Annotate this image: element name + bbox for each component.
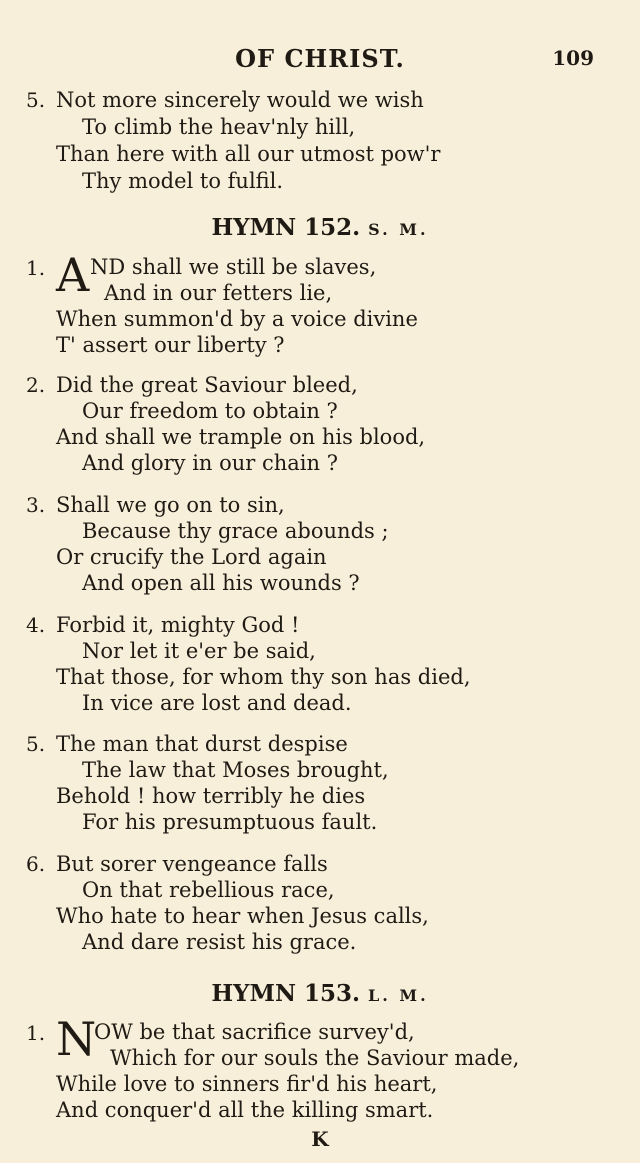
verse-number: 5. xyxy=(26,88,46,112)
verse-line: Thy model to fulfil. xyxy=(82,169,284,193)
verse-line: Than here with all our utmost pow'r xyxy=(56,142,441,166)
verse-line: Behold ! how terribly he dies xyxy=(56,784,366,808)
verse-line: OW be that sacrifice survey'd, xyxy=(94,1020,415,1044)
hymn-title xyxy=(0,980,640,1007)
verse-number: 3. xyxy=(26,493,46,517)
verse-line: Forbid it, mighty God ! xyxy=(56,613,300,637)
verse-line: And conquer'd all the killing smart. xyxy=(56,1098,434,1122)
running-title: OF CHRIST. xyxy=(235,44,405,73)
verse-number: 1. xyxy=(26,256,46,280)
verse-line: And shall we trample on his blood, xyxy=(56,425,426,449)
verse-line: Nor let it e'er be said, xyxy=(82,639,316,663)
drop-cap: A xyxy=(56,248,90,302)
verse-line: On that rebellious race, xyxy=(82,878,335,902)
hymn-meter: S. M. xyxy=(368,220,429,239)
verse-number: 4. xyxy=(26,613,46,637)
hymn-title xyxy=(0,214,640,241)
verse-line: While love to sinners fir'd his heart, xyxy=(56,1072,438,1096)
verse-line: That those, for whom thy son has died, xyxy=(56,665,471,689)
verse-line: Which for our souls the Saviour made, xyxy=(110,1046,520,1070)
hymn-meter: L. M. xyxy=(368,986,429,1005)
verse-line: Our freedom to obtain ? xyxy=(82,399,338,423)
verse-number: 2. xyxy=(26,373,46,397)
verse-line: ND shall we still be slaves, xyxy=(90,255,377,279)
verse-line: And in our fetters lie, xyxy=(104,281,333,305)
verse-line: Shall we go on to sin, xyxy=(56,493,285,517)
verse-line: To climb the heav'nly hill, xyxy=(82,115,356,139)
verse-line: For his presumptuous fault. xyxy=(82,810,378,834)
verse-line: Or crucify the Lord again xyxy=(56,545,327,569)
verse-number: 5. xyxy=(26,732,46,756)
hymn-number: HYMN 152. xyxy=(211,214,361,241)
verse-number: 1. xyxy=(26,1021,46,1045)
verse-line: In vice are lost and dead. xyxy=(82,691,352,715)
verse-line: Who hate to hear when Jesus calls, xyxy=(56,904,429,928)
verse-line: The man that durst despise xyxy=(56,732,348,756)
verse-line: The law that Moses brought, xyxy=(82,758,389,782)
verse-line: When summon'd by a voice divine xyxy=(56,307,418,331)
verse-line: Did the great Saviour bleed, xyxy=(56,373,358,397)
signature-mark: K xyxy=(311,1127,329,1151)
drop-cap: N xyxy=(56,1012,97,1066)
verse-line: Because thy grace abounds ; xyxy=(82,519,389,543)
verse-line: T' assert our liberty ? xyxy=(56,333,285,357)
page-number: 109 xyxy=(552,46,594,70)
verse-line: And dare resist his grace. xyxy=(82,930,357,954)
verse-line: But sorer vengeance falls xyxy=(56,852,328,876)
hymn-number: HYMN 153. xyxy=(211,980,360,1007)
verse-line: And open all his wounds ? xyxy=(82,571,360,595)
verse-line: Not more sincerely would we wish xyxy=(56,88,424,112)
verse-number: 6. xyxy=(26,852,46,876)
verse-line: And glory in our chain ? xyxy=(82,451,338,475)
